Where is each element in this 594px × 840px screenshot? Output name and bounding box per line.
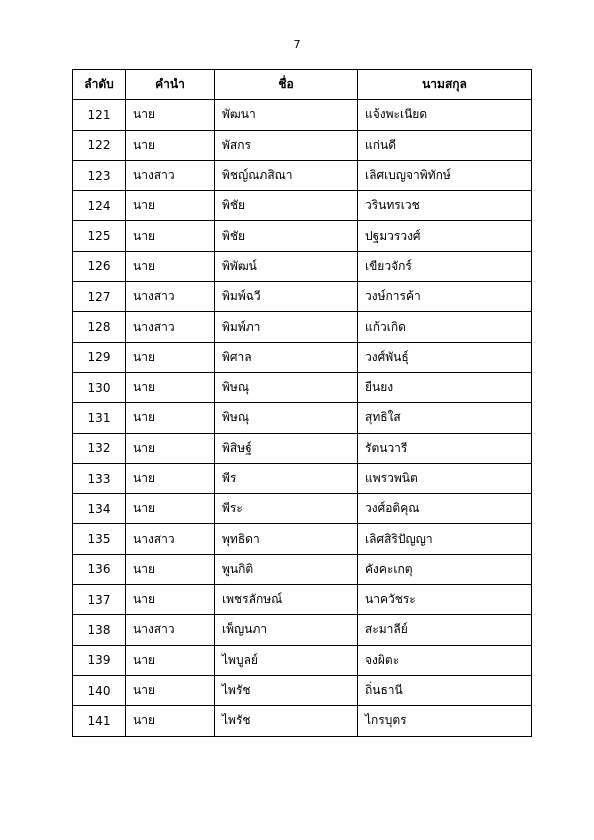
- cell-title-prefix: นาย: [126, 675, 215, 705]
- cell-first-name: ไพรัช: [215, 706, 358, 736]
- cell-first-name: พิชัย: [215, 191, 358, 221]
- cell-first-name: พัฒนา: [215, 100, 358, 130]
- cell-title-prefix: นาย: [126, 433, 215, 463]
- cell-sequence: 136: [73, 554, 126, 584]
- cell-title-prefix: นาย: [126, 221, 215, 251]
- table-row: [73, 463, 532, 493]
- cell-first-name: พิศาล: [215, 342, 358, 372]
- cell-title-prefix: นาย: [126, 706, 215, 736]
- table-row: [73, 554, 532, 584]
- cell-sequence: 124: [73, 191, 126, 221]
- cell-surname: ปฐมวรวงศ์: [358, 221, 532, 251]
- cell-title-prefix: นาย: [126, 130, 215, 160]
- table-row: [73, 251, 532, 281]
- cell-sequence: 125: [73, 221, 126, 251]
- table-row: [73, 433, 532, 463]
- cell-surname: เขียวจักร์: [358, 251, 532, 281]
- cell-surname: ยืนยง: [358, 372, 532, 402]
- cell-surname: วงศ์อติคุณ: [358, 494, 532, 524]
- cell-sequence: 122: [73, 130, 126, 160]
- cell-surname: วงษ์การค้า: [358, 282, 532, 312]
- header-sequence: ลำดับ: [73, 70, 126, 100]
- cell-sequence: 129: [73, 342, 126, 372]
- cell-sequence: 130: [73, 372, 126, 402]
- cell-surname: ไกรบุตร: [358, 706, 532, 736]
- cell-first-name: พูนกิติ: [215, 554, 358, 584]
- cell-title-prefix: นางสาว: [126, 312, 215, 342]
- cell-sequence: 141: [73, 706, 126, 736]
- name-list-table: [72, 69, 532, 737]
- table-row: [73, 160, 532, 190]
- cell-first-name: พิชญ์ณภสิณา: [215, 160, 358, 190]
- cell-sequence: 138: [73, 615, 126, 645]
- cell-title-prefix: นางสาว: [126, 615, 215, 645]
- cell-surname: คังคะเกตุ: [358, 554, 532, 584]
- table-row: [73, 524, 532, 554]
- cell-sequence: 134: [73, 494, 126, 524]
- cell-surname: เลิศเบญจาพิทักษ์: [358, 160, 532, 190]
- cell-first-name: พิสิษฐ์: [215, 433, 358, 463]
- cell-surname: วรินทรเวช: [358, 191, 532, 221]
- cell-first-name: เพ็ญนภา: [215, 615, 358, 645]
- table-row: [73, 675, 532, 705]
- cell-first-name: ไพรัช: [215, 675, 358, 705]
- header-surname: นามสกุล: [358, 70, 532, 100]
- table-row: [73, 221, 532, 251]
- cell-sequence: 127: [73, 282, 126, 312]
- cell-surname: แก้วเกิด: [358, 312, 532, 342]
- cell-surname: รัตนวารี: [358, 433, 532, 463]
- table-row: [73, 282, 532, 312]
- table-row: [73, 342, 532, 372]
- cell-title-prefix: นาย: [126, 554, 215, 584]
- cell-surname: นาควัชระ: [358, 585, 532, 615]
- cell-title-prefix: นางสาว: [126, 282, 215, 312]
- cell-surname: สะมาลีย์: [358, 615, 532, 645]
- cell-first-name: พุทธิดา: [215, 524, 358, 554]
- table-row: [73, 372, 532, 402]
- cell-title-prefix: นาย: [126, 645, 215, 675]
- cell-sequence: 137: [73, 585, 126, 615]
- table-body: [73, 100, 532, 736]
- cell-first-name: พีร: [215, 463, 358, 493]
- cell-first-name: พิษณุ: [215, 403, 358, 433]
- header-title-prefix: คำนำ: [126, 70, 215, 100]
- cell-sequence: 140: [73, 675, 126, 705]
- cell-first-name: พิมพ์ภา: [215, 312, 358, 342]
- cell-title-prefix: นาย: [126, 100, 215, 130]
- cell-first-name: พิมพ์ฉวี: [215, 282, 358, 312]
- page-number: 7: [293, 38, 301, 51]
- header-first-name: ชื่อ: [215, 70, 358, 100]
- cell-first-name: ไพบูลย์: [215, 645, 358, 675]
- cell-first-name: พีระ: [215, 494, 358, 524]
- cell-title-prefix: นาย: [126, 403, 215, 433]
- cell-sequence: 131: [73, 403, 126, 433]
- cell-sequence: 139: [73, 645, 126, 675]
- cell-first-name: เพชรลักษณ์: [215, 585, 358, 615]
- cell-title-prefix: นาย: [126, 494, 215, 524]
- cell-sequence: 133: [73, 463, 126, 493]
- cell-sequence: 123: [73, 160, 126, 190]
- cell-title-prefix: นาย: [126, 191, 215, 221]
- cell-title-prefix: นาย: [126, 342, 215, 372]
- cell-surname: วงศ์พันธุ์: [358, 342, 532, 372]
- cell-first-name: พิษณุ: [215, 372, 358, 402]
- table-row: [73, 706, 532, 736]
- table-row: [73, 191, 532, 221]
- cell-first-name: พิชัย: [215, 221, 358, 251]
- cell-title-prefix: นางสาว: [126, 524, 215, 554]
- cell-title-prefix: นาย: [126, 585, 215, 615]
- cell-sequence: 128: [73, 312, 126, 342]
- cell-surname: แพรวพนิต: [358, 463, 532, 493]
- table-row: [73, 403, 532, 433]
- cell-first-name: พัสกร: [215, 130, 358, 160]
- cell-surname: แจ้งพะเนียด: [358, 100, 532, 130]
- table-row: [73, 312, 532, 342]
- table-row: [73, 130, 532, 160]
- table-row: [73, 585, 532, 615]
- cell-title-prefix: นางสาว: [126, 160, 215, 190]
- cell-title-prefix: นาย: [126, 251, 215, 281]
- cell-first-name: พิพัฒน์: [215, 251, 358, 281]
- cell-surname: เลิศสิริปัญญา: [358, 524, 532, 554]
- cell-sequence: 121: [73, 100, 126, 130]
- table-row: [73, 494, 532, 524]
- cell-surname: สุทธิใส: [358, 403, 532, 433]
- table-row: [73, 615, 532, 645]
- cell-sequence: 132: [73, 433, 126, 463]
- cell-surname: จงผิตะ: [358, 645, 532, 675]
- cell-title-prefix: นาย: [126, 372, 215, 402]
- table-header-row: [73, 70, 532, 100]
- cell-sequence: 135: [73, 524, 126, 554]
- cell-sequence: 126: [73, 251, 126, 281]
- table-row: [73, 645, 532, 675]
- cell-surname: ถิ่นธานี: [358, 675, 532, 705]
- table-row: [73, 100, 532, 130]
- cell-surname: แก่นดี: [358, 130, 532, 160]
- cell-title-prefix: นาย: [126, 463, 215, 493]
